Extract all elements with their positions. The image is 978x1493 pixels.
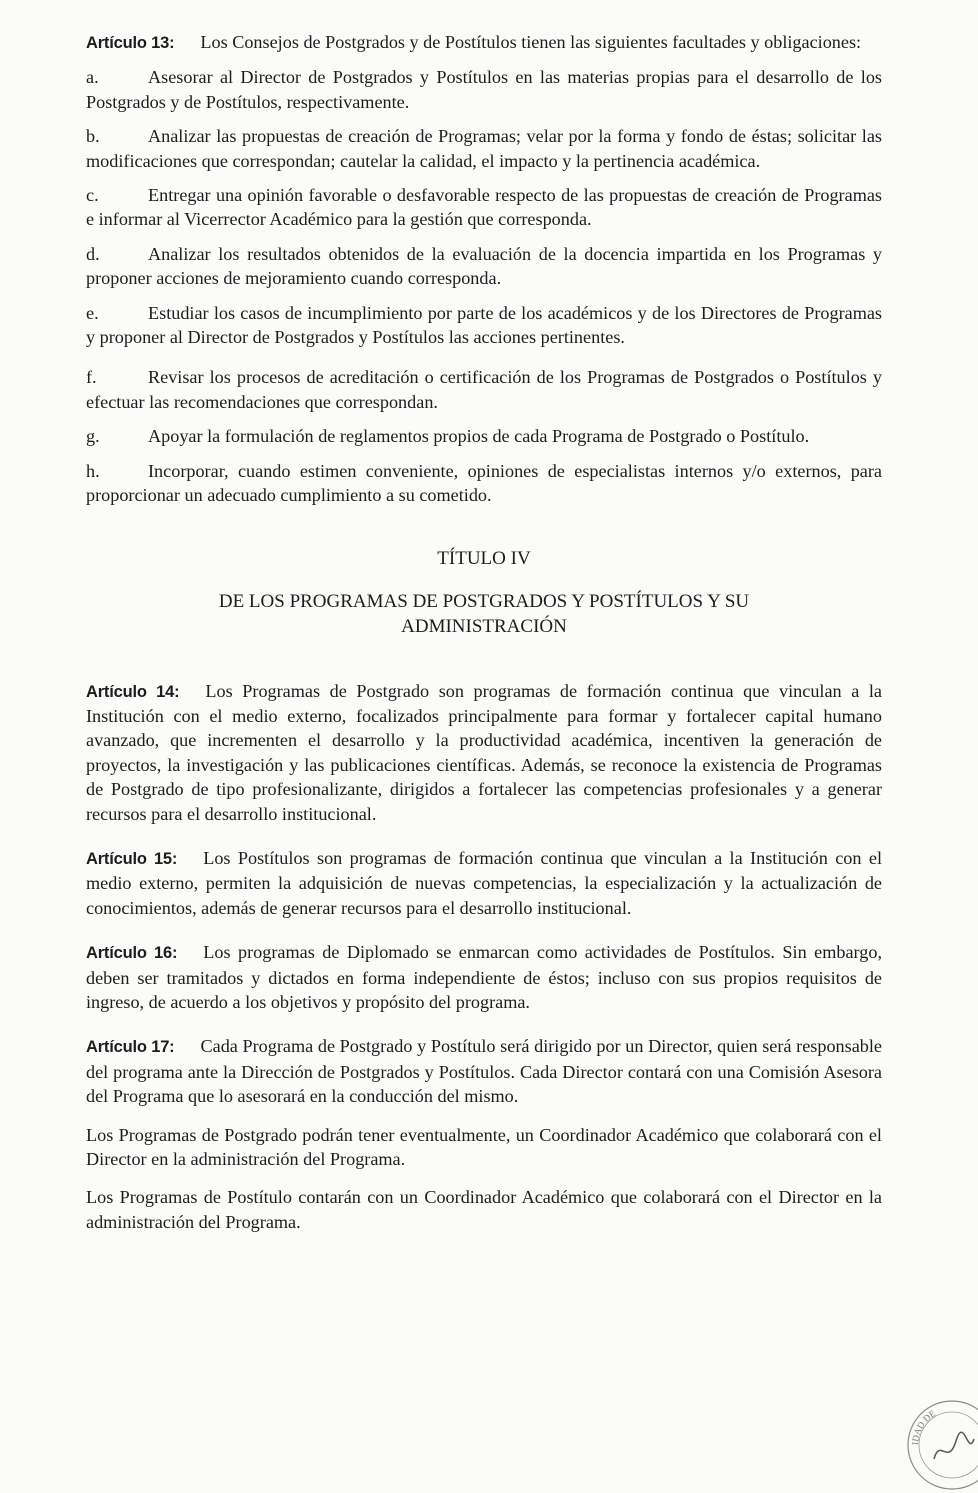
article-13-item-c: [86, 183, 882, 232]
item-text: Revisar los procesos de acreditación o certificación de los Programas de Postgrados o Postítulos y efectuar las recomendaciones que correspondan.: [86, 367, 882, 412]
article-16: [86, 940, 882, 1014]
article-15-label: Artículo 15:: [86, 849, 178, 868]
item-letter: f.: [86, 367, 97, 388]
article-15: [86, 846, 882, 920]
item-text: Analizar las propuestas de creación de Programas; velar por la forma y fondo de éstas; solicitar las modificaciones que correspondan; cautelar la calidad, el impacto y la pertinencia académica.: [86, 126, 882, 171]
article-14: [86, 679, 882, 826]
item-letter: e.: [86, 302, 99, 323]
article-17: [86, 1034, 882, 1108]
item-letter: d.: [86, 243, 100, 264]
item-letter: a.: [86, 67, 99, 88]
item-text: Entregar una opinión favorable o desfavorable respecto de las propuestas de creación de Programas e informar al Vicerrector Académico para la gestión que corresponda.: [86, 185, 882, 230]
article-17-paragraph-3: Los Programas de Postítulo contarán con un Coordinador Académico que colaborará con el Director en la administración del Programa.: [86, 1187, 882, 1232]
institution-seal-stamp: [904, 1397, 978, 1493]
item-text: Apoyar la formulación de reglamentos propios de cada Programa de Postgrado o Postítulo.: [148, 426, 810, 447]
item-letter: b.: [86, 126, 100, 147]
article-13-intro: [86, 30, 882, 55]
item-letter: h.: [86, 460, 100, 481]
article-14-label: Artículo 14:: [86, 682, 180, 701]
article-13-item-e: [86, 301, 882, 350]
article-17-text: Cada Programa de Postgrado y Postítulo será dirigido por un Director, quien será responsable del programa ante la Dirección de Postgrados y Postítulos. Cada Director contará con una Comisión Asesora del Programa que lo asesorará en la conducción del mismo.: [86, 1036, 883, 1107]
article-17-label: Artículo 17:: [86, 1038, 175, 1057]
title-name: DE LOS PROGRAMAS DE POSTGRADOS Y POSTÍTULOS Y SU ADMINISTRACIÓN: [218, 590, 750, 637]
article-15-text: Los Postítulos son programas de formación continua que vinculan a la Institución con el medio externo, permiten la adquisición de nuevas competencias, la especialización y la actualización de conocimientos, además de generar recursos para el desarrollo institucional.: [86, 847, 882, 918]
article-16-text: Los programas de Diplomado se enmarcan como actividades de Postítulos. Sin embargo, deben ser tramitados y dictados en forma independiente de éstos; incluso con sus propios requisitos de ingreso, de acuerdo a los objetivos y propósito del programa.: [86, 942, 882, 1012]
article-13-item-h: [86, 459, 882, 508]
item-text: Incorporar, cuando estimen conveniente, opiniones de especialistas internos y/o externos, para proporcionar un adecuado cumplimiento a su cometido.: [86, 460, 882, 506]
svg-text:IDAD DE: [910, 1408, 938, 1445]
article-13-item-a: [86, 65, 882, 114]
article-17-paragraph-2: Los Programas de Postgrado podrán tener eventualmente, un Coordinador Académico que colaborará con el Director en la administración del Programa.: [86, 1124, 882, 1169]
item-text: Analizar los resultados obtenidos de la evaluación de la docencia impartida en los Programas y proponer acciones de mejoramiento cuando corresponda.: [86, 243, 882, 289]
article-13-item-b: [86, 124, 882, 173]
article-13-label: Artículo 13:: [86, 34, 175, 52]
item-letter: g.: [86, 426, 100, 447]
article-13-item-g: [86, 424, 882, 448]
seal-text: IDAD DE: [909, 1408, 938, 1446]
article-14-text: Los Programas de Postgrado son programas de formación continua que vinculan a la Institución con el medio externo, focalizados principalmente para formar y fortalecer capital humano avanzado, que incrementen el desarrollo y la productividad académica, incentiven la generación de proyectos, la investigación y las publicaciones científicas. Además, se reconoce la existencia de Programas de Postgrado de tipo profesionalizante, dirigidos a fortalecer las competencias profesionales y a generar recursos para el desarrollo institucional.: [86, 680, 882, 824]
article-13-item-f: [86, 365, 882, 414]
item-letter: c.: [86, 185, 99, 206]
title-number: TÍTULO IV: [437, 547, 531, 569]
article-13-intro-text: Los Consejos de Postgrados y de Postítulos tienen las siguientes facultades y obligaciones:: [200, 32, 862, 52]
document-page: [86, 30, 882, 1234]
item-text: Estudiar los casos de incumplimiento por parte de los académicos y de los Directores de Programas y proponer al Director de Postgrados y Postítulos las acciones pertinentes.: [86, 302, 882, 348]
item-text: Asesorar al Director de Postgrados y Postítulos en las materias propias para el desarrollo de los Postgrados y de Postítulos, respectivamente.: [86, 67, 882, 112]
article-16-label: Artículo 16:: [86, 944, 178, 963]
article-13-item-d: [86, 242, 882, 291]
